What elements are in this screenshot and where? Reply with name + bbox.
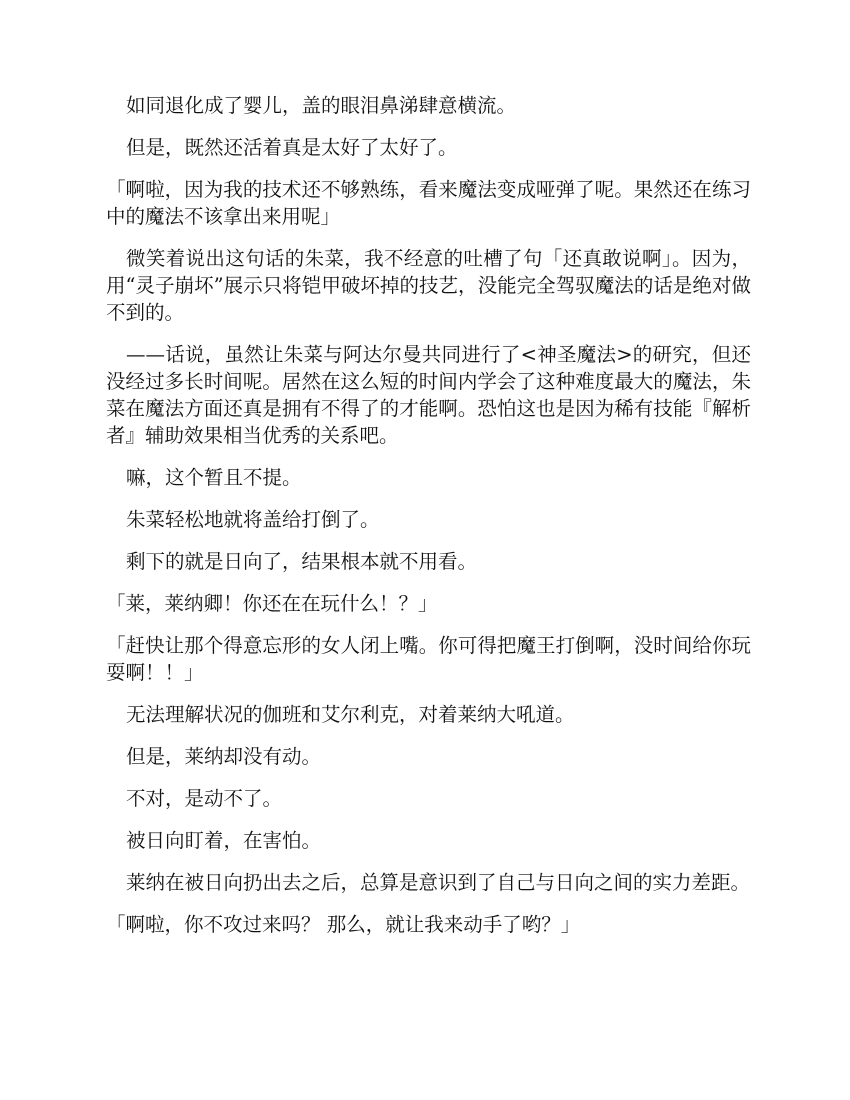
dialogue-paragraph: 「莱，莱纳卿！你还在在玩什么！？」 (106, 592, 438, 615)
dialogue-paragraph: 「啊啦，因为我的技术还不够熟练，看来魔法变成哑弹了呢。果然还在练习中的魔法不该拿出来用呢」 (106, 178, 751, 228)
document-page (106, 92, 751, 953)
paragraph: 朱菜轻松地就将盖给打倒了。 (126, 508, 380, 531)
paragraph: 不对，是动不了。 (126, 787, 283, 810)
paragraph: 剩下的就是日向了，结果根本就不用看。 (126, 550, 478, 573)
paragraph: 但是，莱纳却没有动。 (126, 745, 322, 768)
paragraph: 如同退化成了婴儿，盖的眼泪鼻涕肆意横流。 (126, 94, 517, 117)
paragraph: 莱纳在被日向扔出去之后，总算是意识到了自己与日向之间的实力差距。 (126, 871, 751, 894)
paragraph: 嘛，这个暂且不提。 (126, 466, 302, 489)
paragraph: 无法理解状况的伽班和艾尔利克，对着莱纳大吼道。 (126, 703, 575, 726)
dialogue-paragraph: 「啊啦，你不攻过来吗？ 那么，就让我来动手了哟？」 (106, 913, 581, 936)
paragraph: ——话说，虽然让朱菜与阿达尔曼共同进行了<神圣魔法>的研究，但还没经过多长时间呢。居然在这么短的时间内学会了这种难度最大的魔法，朱菜在魔法方面还真是拥有不得了的才能啊。恐怕这也是因为稀有技能『解析者』辅助效果相当优秀的关系吧。 (106, 343, 751, 447)
paragraph: 微笑着说出这句话的朱菜，我不经意的吐槽了句「还真敢说啊」。因为，用“灵子崩坏”展示只将铠甲破坏掉的技艺，没能完全驾驭魔法的话是绝对做不到的。 (106, 247, 751, 324)
dialogue-paragraph: 「赶快让那个得意忘形的女人闭上嘴。你可得把魔王打倒啊，没时间给你玩耍啊！！」 (106, 634, 751, 684)
paragraph: 但是，既然还活着真是太好了太好了。 (126, 136, 458, 159)
paragraph: 被日向盯着，在害怕。 (126, 829, 322, 852)
